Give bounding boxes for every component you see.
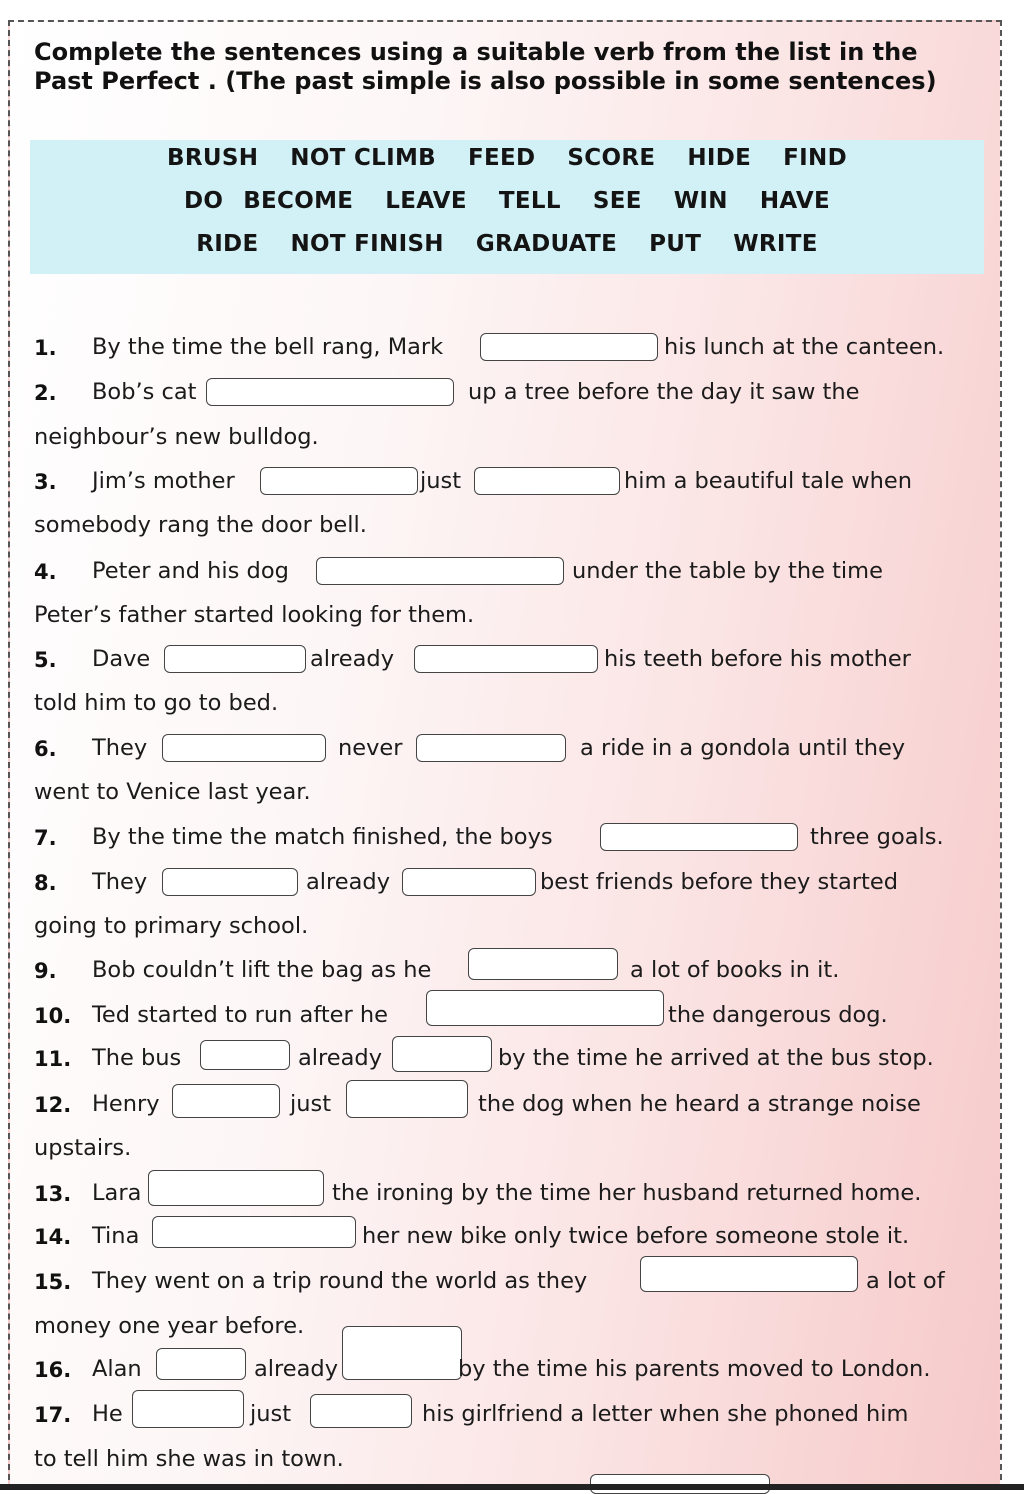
sentence-text: just (420, 468, 462, 494)
word-bank-word: SCORE (567, 145, 656, 171)
answer-blank[interactable] (152, 1216, 356, 1248)
sentence-text: up a tree before the day it saw the (468, 379, 860, 405)
answer-blank[interactable] (148, 1170, 324, 1206)
sentence-text: best friends before they started (540, 869, 898, 895)
sentence-text: by the time he arrived at the bus stop. (498, 1045, 934, 1071)
sentence-text: a lot of (866, 1268, 945, 1294)
word-bank-word: FIND (783, 145, 847, 171)
sentence-text: already (306, 869, 391, 895)
item-number: 9. (34, 959, 57, 983)
sentence-text: his girlfriend a letter when she phoned him (422, 1401, 909, 1427)
sentence-text: the dangerous dog. (668, 1002, 888, 1028)
word-bank-word: BECOME (243, 188, 354, 214)
instructions (34, 38, 974, 96)
sentence-text: going to primary school. (34, 913, 309, 939)
answer-blank[interactable] (164, 645, 306, 673)
word-bank-word: SEE (592, 188, 642, 214)
sentence-text: never (338, 735, 403, 761)
sentence-text: three goals. (810, 824, 944, 850)
item-number: 8. (34, 871, 57, 895)
sentence-text: a ride in a gondola until they (580, 735, 906, 761)
answer-blank[interactable] (316, 557, 564, 585)
answer-blank[interactable] (640, 1256, 858, 1292)
item-number: 2. (34, 381, 57, 405)
sentence-text: by the time his parents moved to London. (458, 1356, 931, 1382)
sentence-text: already (310, 646, 395, 672)
sentence-text: Peter and his dog (92, 558, 289, 584)
answer-blank[interactable] (132, 1390, 244, 1428)
item-number: 1. (34, 336, 57, 360)
sentence-text: his teeth before his mother (604, 646, 911, 672)
sentence-text: They (92, 869, 148, 895)
word-bank-word: WIN (673, 188, 728, 214)
answer-blank[interactable] (402, 868, 536, 896)
sentence-text: the ironing by the time her husband returned home. (332, 1180, 922, 1206)
item-number: 4. (34, 560, 57, 584)
instructions-line-2: Past Perfect . (The past simple is also possible in some sentences) (34, 67, 937, 95)
sentence-text: the dog when he heard a strange noise (478, 1091, 921, 1117)
answer-blank[interactable] (392, 1036, 492, 1072)
answer-blank[interactable] (172, 1084, 280, 1118)
item-number: 13. (34, 1182, 72, 1206)
word-bank-word: DO (183, 188, 224, 214)
word-bank (30, 140, 984, 274)
sentence-text: By the time the bell rang, Mark (92, 334, 444, 360)
sentence-text: just (290, 1091, 332, 1117)
word-bank-word: TELL (498, 188, 561, 214)
item-number: 15. (34, 1270, 72, 1294)
word-bank-word: GRADUATE (475, 231, 618, 257)
answer-blank[interactable] (342, 1326, 462, 1380)
item-number: 14. (34, 1225, 72, 1249)
sentence-text: under the table by the time (572, 558, 883, 584)
sentence-text: Dave (92, 646, 151, 672)
sentence-text: a lot of books in it. (630, 957, 840, 983)
sentence-text: Jim’s mother (92, 468, 235, 494)
word-bank-word: NOT CLIMB (290, 145, 436, 171)
word-bank-row-3 (30, 231, 984, 257)
answer-blank[interactable] (416, 734, 566, 762)
sentence-text: Peter’s father started looking for them. (34, 602, 475, 628)
word-bank-word: LEAVE (385, 188, 467, 214)
answer-blank[interactable] (162, 734, 326, 762)
item-number: 16. (34, 1358, 72, 1382)
sentence-text: him a beautiful tale when (624, 468, 912, 494)
sentence-text: Alan (92, 1356, 142, 1382)
sentence-text: Ted started to run after he (92, 1002, 389, 1028)
sentence-text: They (92, 735, 148, 761)
sentence-text: already (254, 1356, 339, 1382)
answer-blank[interactable] (200, 1040, 290, 1070)
word-bank-word: RIDE (196, 231, 259, 257)
answer-blank[interactable] (162, 868, 298, 896)
answer-blank[interactable] (600, 823, 798, 851)
sentence-text: her new bike only twice before someone stole it. (362, 1223, 910, 1249)
word-bank-word: BRUSH (167, 145, 259, 171)
word-bank-word: WRITE (733, 231, 818, 257)
sentence-text: his lunch at the canteen. (664, 334, 945, 360)
sentence-text: to tell him she was in town. (34, 1446, 344, 1472)
sentence-text: neighbour’s new bulldog. (34, 424, 319, 450)
answer-blank[interactable] (414, 645, 598, 673)
item-number: 17. (34, 1403, 72, 1427)
answer-blank[interactable] (310, 1394, 412, 1428)
answer-blank[interactable] (260, 467, 418, 495)
sentence-text: money one year before. (34, 1313, 305, 1339)
item-number: 5. (34, 648, 57, 672)
item-number: 6. (34, 737, 57, 761)
sentence-text: The bus (92, 1045, 182, 1071)
answer-blank[interactable] (468, 948, 618, 980)
item-number: 11. (34, 1047, 72, 1071)
answer-blank[interactable] (474, 467, 620, 495)
sentence-text: somebody rang the door bell. (34, 512, 367, 538)
item-number: 3. (34, 470, 57, 494)
word-bank-word: NOT FINISH (290, 231, 444, 257)
item-number: 12. (34, 1093, 72, 1117)
answer-blank[interactable] (346, 1080, 468, 1118)
sentence-text: Henry (92, 1091, 160, 1117)
sentence-text: went to Venice last year. (34, 779, 311, 805)
word-bank-row-1 (30, 145, 984, 171)
sentence-text: already (298, 1045, 383, 1071)
sentence-text: Tina (92, 1223, 140, 1249)
sentence-text: By the time the match finished, the boys (92, 824, 553, 850)
word-bank-row-2 (30, 188, 984, 214)
word-bank-word: FEED (467, 145, 536, 171)
sentence-text: They went on a trip round the world as they (92, 1268, 588, 1294)
answer-blank[interactable] (426, 990, 664, 1026)
page-bottom-edge (0, 1484, 1024, 1490)
answer-blank[interactable] (206, 378, 454, 406)
sentence-text: Bob’s cat (92, 379, 197, 405)
sentence-text: Lara (92, 1180, 142, 1206)
word-bank-word: HAVE (759, 188, 831, 214)
sentence-text: He (92, 1401, 123, 1427)
answer-blank[interactable] (156, 1348, 246, 1380)
sentence-text: just (250, 1401, 292, 1427)
sentence-text: told him to go to bed. (34, 690, 279, 716)
item-number: 7. (34, 826, 57, 850)
sentence-text: Bob couldn’t lift the bag as he (92, 957, 432, 983)
instructions-line-1: Complete the sentences using a suitable verb from the list in the (34, 38, 918, 66)
item-number: 10. (34, 1004, 72, 1028)
sentence-text: upstairs. (34, 1135, 132, 1161)
answer-blank[interactable] (480, 333, 658, 361)
word-bank-word: HIDE (687, 145, 752, 171)
word-bank-word: PUT (649, 231, 702, 257)
